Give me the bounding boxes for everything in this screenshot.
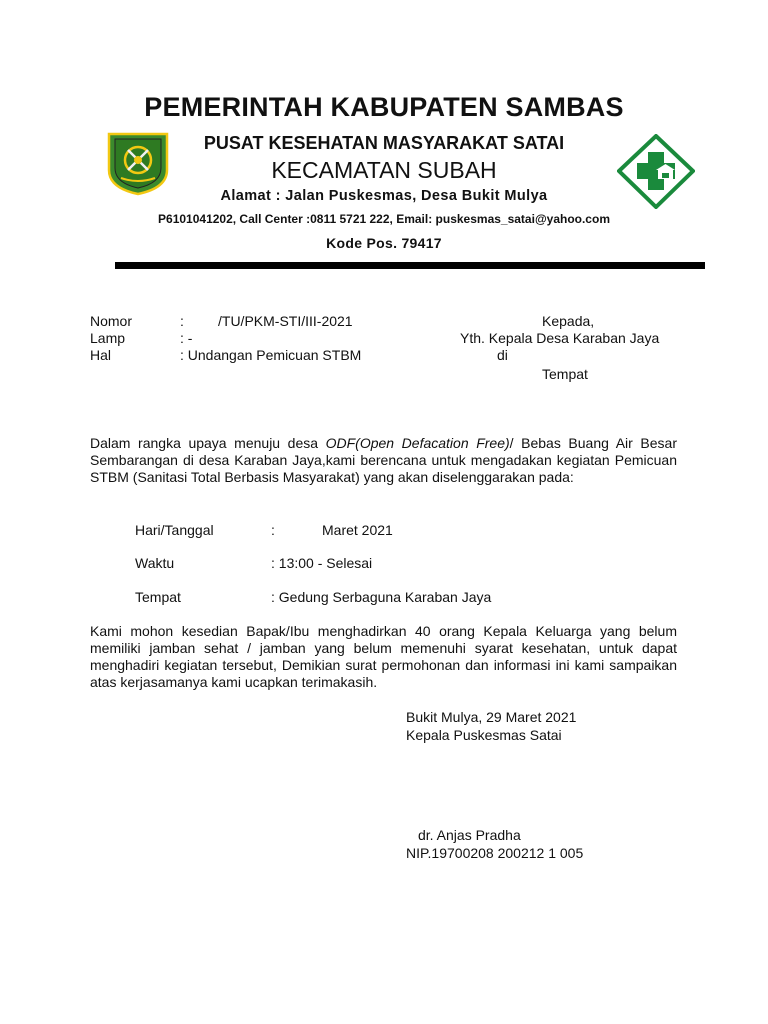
schedule-value-time: : 13:00 - Selesai — [271, 555, 373, 571]
schedule-value-date: Maret 2021 — [322, 522, 393, 538]
contact-line: P6101041202, Call Center :0811 5721 222, Email: puskesmas_satai@yahoo.com — [158, 212, 610, 226]
lamp-value: : - — [180, 330, 193, 346]
nomor-label: Nomor — [90, 313, 133, 329]
institution-title: PUSAT KESEHATAN MASYARAKAT SATAI — [203, 133, 565, 153]
recipient-di: di — [497, 347, 508, 363]
nomor-value: /TU/PKM-STI/III-2021 — [218, 313, 353, 329]
closing-paragraph: Kami mohon kesedian Bapak/Ibu menghadirkan 40 orang Kepala Keluarga yang belum memiliki jamban sehat / jamban yang belum memenuhi syarat kesehatan, untuk dapat menghadiri kegiatan tersebut, Demikian surat permohonan dan informasi ini kami sampaikan atas kerjasamanya kami ucapkan terimakasih. — [90, 623, 677, 690]
signature-name: dr. Anjas Pradha — [418, 827, 521, 843]
address-line: Alamat : Jalan Puskesmas, Desa Bukit Mulya — [220, 188, 548, 204]
nomor-separator: : — [180, 313, 184, 329]
signature-place-date: Bukit Mulya, 29 Maret 2021 — [406, 709, 577, 725]
intro-text-start: Dalam rangka upaya menuju desa — [90, 435, 326, 451]
schedule-label-time: Waktu — [135, 555, 175, 571]
header-divider — [115, 262, 705, 269]
intro-paragraph — [90, 435, 677, 486]
recipient-name: Yth. Kepala Desa Karaban Jaya — [460, 330, 660, 346]
hal-label: Hal — [90, 347, 112, 363]
schedule-label-date: Hari/Tanggal — [135, 522, 214, 538]
district-title: KECAMATAN SUBAH — [271, 157, 497, 183]
schedule-separator-date: : — [271, 522, 275, 538]
postal-code: Kode Pos. 79417 — [326, 235, 442, 251]
hal-value: : Undangan Pemicuan STBM — [180, 347, 362, 363]
lamp-label: Lamp — [90, 330, 126, 346]
schedule-label-place: Tempat — [135, 589, 181, 605]
recipient-place: Tempat — [542, 366, 588, 382]
intro-odf-term: ODF(Open Defacation Free) — [325, 435, 510, 451]
signature-nip: NIP.19700208 200212 1 005 — [406, 845, 584, 861]
schedule-value-place: : Gedung Serbaguna Karaban Jaya — [271, 589, 492, 605]
government-title: PEMERINTAH KABUPATEN SAMBAS — [144, 92, 624, 122]
signature-position: Kepala Puskesmas Satai — [406, 727, 562, 743]
recipient-greeting: Kepada, — [542, 313, 595, 329]
intro-text-rest: / Bebas Buang Air Besar Sembarangan di desa Karaban Jaya,kami berencana untuk mengadakan kegiatan Pemicuan STBM (Sanitasi Total Berbasis Masyarakat) yang akan diselenggarakan pada: — [90, 435, 677, 485]
